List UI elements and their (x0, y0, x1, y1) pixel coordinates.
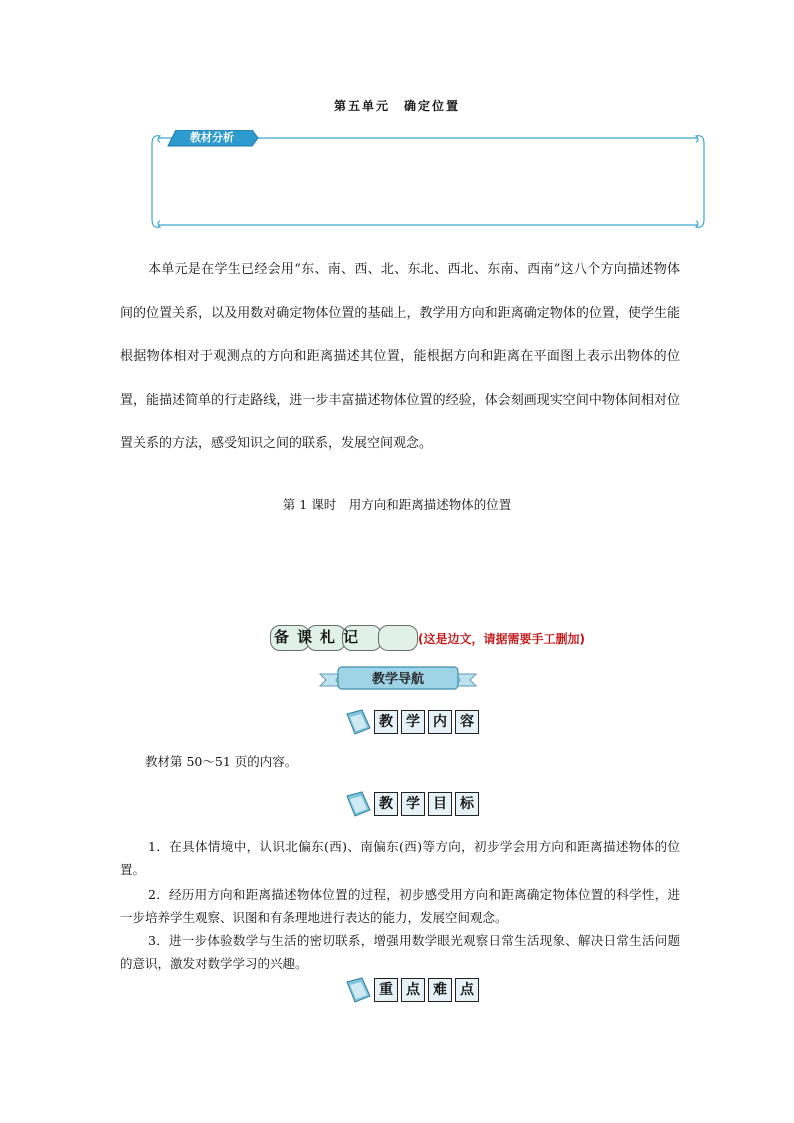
key-head-char: 点 (401, 978, 425, 1002)
goal-item-2: 2．经历用方向和距离描述物体位置的过程，初步感受用方向和距离确定物体位置的科学性，进一步培养学生观察、识图和有条理地进行表达的能力，发展空间观念。 (120, 887, 680, 925)
notes-banner-note: (这是边文，请据需要手工删加) (418, 632, 585, 646)
guide-banner (318, 664, 478, 692)
key-head-char: 点 (455, 978, 479, 1002)
goal-item-3: 3．进一步体验数学与生活的密切联系，增强用数学眼光观察日常生活现象、解决日常生活问题的意识，激发对数学学习的兴趣。 (120, 933, 680, 971)
book-icon (344, 790, 374, 818)
content-head-char: 内 (428, 710, 452, 734)
goals-head-char: 教 (374, 792, 398, 816)
goals-head-char: 学 (401, 792, 425, 816)
analysis-frame (148, 130, 708, 233)
teaching-content-text: 教材第 50～51 页的内容。 (145, 754, 298, 769)
lesson-title: 第 1 课时 用方向和距离描述物体的位置 (282, 497, 512, 512)
goal-item-1: 1．在具体情境中，认识北偏东(西)、南偏东(西)等方向，初步学会用方向和距离描述物体的位置。 (120, 839, 680, 877)
content-head-char: 容 (455, 710, 479, 734)
analysis-label: 教材分析 (190, 131, 234, 144)
content-head-char: 教 (374, 710, 398, 734)
key-head-char: 难 (428, 978, 452, 1002)
book-icon (344, 708, 374, 736)
guide-banner-text: 教学导航 (371, 672, 424, 687)
goals-head-char: 标 (455, 792, 479, 816)
unit-title: 第五单元 确定位置 (333, 99, 460, 113)
notes-banner-text: 备课札记 (274, 628, 367, 646)
content-head-char: 学 (401, 710, 425, 734)
key-head-char: 重 (374, 978, 398, 1002)
book-icon (344, 976, 374, 1004)
analysis-paragraph: 本单元是在学生已经会用“东、南、西、北、东北、西北、东南、西南”这八个方向描述物体间的位置关系，以及用数对确定物体位置的基础上，教学用方向和距离确定物体的位置，使学生能根据物体相对于观测点的方向和距离描述其位置，能根据方向和距离在平面图上表示出物体的位置，能描述简单的行走路线，进一步丰富描述物体位置的经验，体会刻画现实空间中物体间相对位置关系的方法，感受知识之间的联系，发展空间观念。 (120, 262, 680, 451)
goals-head-char: 目 (428, 792, 452, 816)
